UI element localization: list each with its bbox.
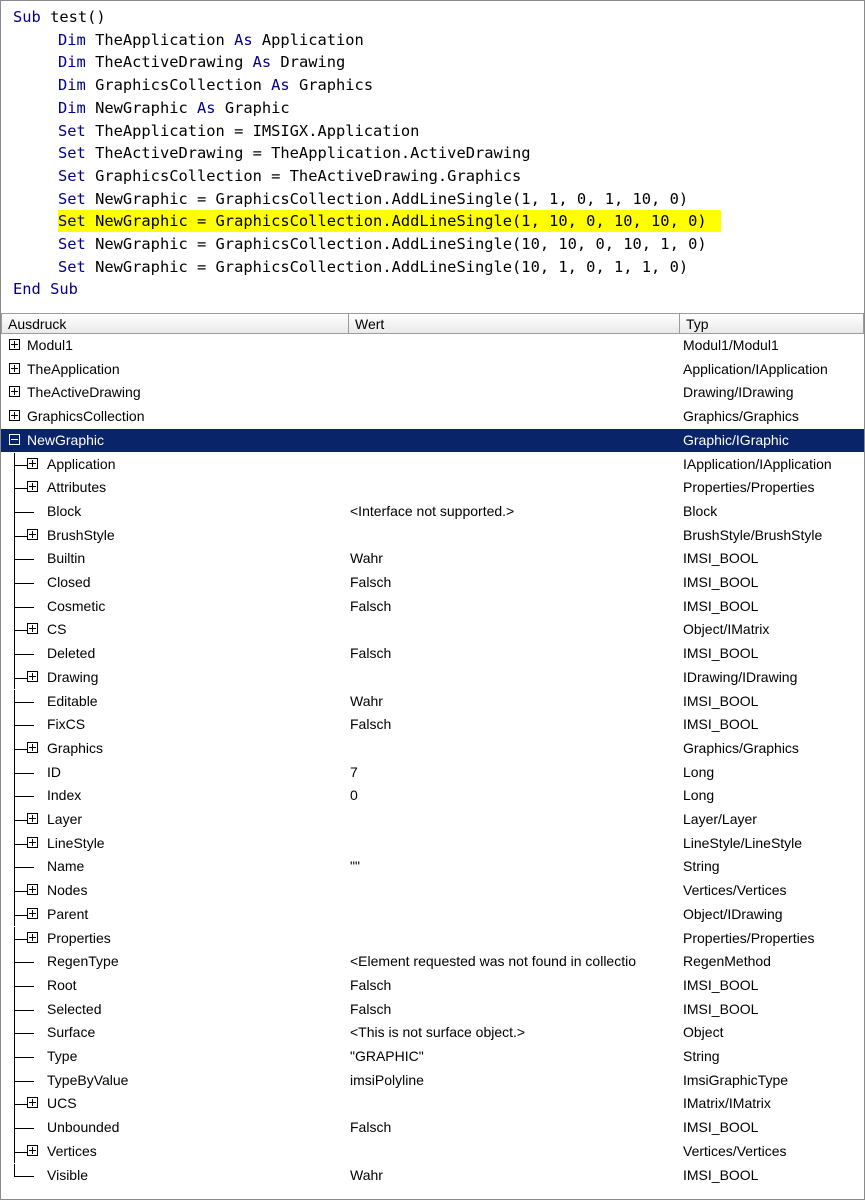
watch-type: Properties/Properties	[683, 479, 815, 496]
watch-expression-label: Root	[47, 976, 77, 993]
watch-type: Vertices/Vertices	[683, 1142, 787, 1159]
watch-expression	[1, 476, 346, 500]
watch-expression-label: BrushStyle	[47, 526, 115, 543]
watch-value	[350, 832, 680, 856]
column-header-type[interactable]: Typ	[680, 313, 864, 334]
watch-type: Block	[683, 502, 718, 519]
watch-type: IMSI_BOOL	[683, 645, 759, 662]
watch-expression	[1, 381, 346, 405]
watch-expression	[1, 784, 346, 808]
watch-value: Falsch	[350, 645, 392, 662]
watch-value: Falsch	[350, 1119, 392, 1136]
watch-type: LineStyle/LineStyle	[683, 834, 803, 851]
code-line[interactable]	[58, 120, 419, 142]
watch-row-deleted[interactable]	[1, 642, 864, 666]
code-keyword: Dim	[58, 98, 86, 117]
watch-expression	[1, 927, 346, 951]
watch-row-name[interactable]	[1, 855, 864, 879]
tree-line	[20, 891, 27, 892]
expand-icon[interactable]	[9, 363, 20, 374]
watch-expression	[1, 1021, 346, 1045]
watch-expression-label: Name	[47, 858, 85, 875]
watch-type: Drawing/IDrawing	[683, 384, 794, 401]
watch-value	[350, 666, 680, 690]
expand-icon[interactable]	[27, 1097, 38, 1108]
watch-expression-label: Block	[47, 502, 82, 519]
watch-type: Long	[683, 763, 715, 780]
code-line[interactable]	[58, 74, 373, 96]
watch-window	[1, 313, 864, 1199]
watch-type: IMSI_BOOL	[683, 716, 759, 733]
watch-row-application[interactable]	[1, 453, 864, 477]
watch-row-linestyle[interactable]	[1, 832, 864, 856]
code-keyword: Set	[58, 212, 86, 231]
code-text: TheApplication	[85, 30, 235, 49]
collapse-icon[interactable]	[9, 434, 20, 445]
tree-line	[20, 749, 27, 750]
watch-type: BrushStyle/BrushStyle	[683, 526, 823, 543]
code-keyword: As	[234, 30, 253, 49]
watch-value	[350, 405, 680, 429]
watch-expression	[1, 358, 346, 382]
watch-expression-label: Drawing	[47, 668, 99, 685]
watch-expression-label: Surface	[47, 1024, 96, 1041]
watch-value: Falsch	[350, 716, 392, 733]
tree-line	[20, 678, 27, 679]
watch-type: IMSI_BOOL	[683, 550, 759, 567]
code-keyword: As	[271, 76, 290, 95]
watch-row-theactivedrawing[interactable]	[1, 381, 864, 405]
code-line[interactable]	[58, 97, 290, 119]
watch-value	[350, 1140, 680, 1164]
watch-expression	[1, 832, 346, 856]
code-line[interactable]	[13, 278, 78, 300]
watch-expression-label: Attributes	[47, 479, 107, 496]
watch-value	[350, 737, 680, 761]
watch-type: IMSI_BOOL	[683, 574, 759, 590]
watch-expression	[1, 808, 346, 832]
code-keyword: Dim	[58, 30, 86, 49]
expand-icon[interactable]	[27, 458, 38, 469]
watch-expression	[1, 950, 346, 974]
tree-line	[14, 702, 34, 703]
watch-expression-label: Nodes	[47, 882, 88, 899]
code-line[interactable]	[58, 29, 364, 51]
watch-expression-label: RegenType	[47, 953, 119, 970]
tree-line	[14, 559, 34, 560]
code-line[interactable]	[58, 165, 521, 187]
tree-line	[14, 867, 34, 868]
watch-expression-label: Vertices	[47, 1142, 97, 1159]
watch-value	[350, 381, 680, 405]
code-line[interactable]	[58, 51, 345, 73]
code-line-current[interactable]	[58, 210, 721, 232]
tree-line	[14, 1057, 34, 1058]
watch-row-nodes[interactable]	[1, 879, 864, 903]
watch-expression-label: Parent	[47, 905, 89, 922]
watch-type: Graphics/Graphics	[683, 408, 799, 425]
watch-type: IMSI_BOOL	[683, 976, 759, 993]
watch-expression	[1, 690, 346, 714]
watch-row-typebyvalue[interactable]	[1, 1069, 864, 1093]
watch-value: <Element requested was not found in collectio	[350, 953, 637, 970]
watch-row-visible[interactable]	[1, 1164, 864, 1188]
watch-row-attributes[interactable]	[1, 476, 864, 500]
watch-value: imsiPolyline	[350, 1071, 424, 1088]
watch-expression	[1, 642, 346, 666]
code-text: NewGraphic = GraphicsCollection.AddLineSingle(10, 10, 0, 10, 1, 0)	[85, 235, 707, 253]
watch-expression-label: Modul1	[27, 337, 73, 353]
tree-line	[20, 488, 27, 489]
expand-icon[interactable]	[27, 837, 38, 848]
expand-icon[interactable]	[27, 481, 38, 492]
watch-expression-label: Deleted	[47, 645, 96, 662]
watch-row-selected[interactable]	[1, 998, 864, 1022]
watch-row-id[interactable]	[1, 761, 864, 785]
watch-row-root[interactable]	[1, 974, 864, 998]
watch-row-newgraphic[interactable]	[1, 429, 864, 453]
code-text: NewGraphic = GraphicsCollection.AddLineSingle(10, 1, 0, 1, 1, 0)	[85, 257, 689, 276]
code-keyword: Set	[58, 235, 86, 253]
watch-value	[350, 1092, 680, 1116]
watch-expression-label: CS	[47, 621, 67, 638]
watch-value	[350, 618, 680, 642]
expand-icon[interactable]	[27, 932, 38, 943]
tree-line	[14, 1164, 15, 1176]
expand-icon[interactable]	[27, 529, 38, 540]
code-text: NewGraphic = GraphicsCollection.AddLineSingle(1, 1, 0, 1, 10, 0)	[85, 189, 689, 208]
watch-expression-label: Type	[47, 1048, 78, 1064]
column-header-value[interactable]: Wert	[349, 313, 680, 334]
expand-icon[interactable]	[27, 1145, 38, 1156]
watch-expression	[1, 618, 346, 642]
code-text: Application	[252, 30, 364, 49]
tree-line	[14, 986, 34, 987]
watch-value	[350, 879, 680, 903]
watch-row-properties[interactable]	[1, 927, 864, 951]
watch-expression-label: Unbounded	[47, 1119, 120, 1136]
watch-expression	[1, 737, 346, 761]
watch-expression	[1, 595, 346, 619]
watch-type: Application/IApplication	[683, 360, 828, 377]
watch-expression-label: GraphicsCollection	[27, 408, 145, 425]
watch-value: "GRAPHIC"	[350, 1048, 424, 1064]
watch-header	[1, 313, 864, 334]
tree-line	[14, 583, 34, 584]
code-keyword: Sub	[13, 8, 41, 26]
expand-icon[interactable]	[27, 884, 38, 895]
watch-value	[350, 453, 680, 477]
watch-type: IMSI_BOOL	[683, 1119, 759, 1136]
watch-expression-label: Cosmetic	[47, 597, 106, 614]
watch-expression	[1, 334, 346, 358]
code-keyword: End Sub	[13, 280, 78, 299]
watch-value: Falsch	[350, 976, 392, 993]
watch-value: 7	[350, 763, 358, 780]
watch-expression	[1, 405, 346, 429]
watch-row-ucs[interactable]	[1, 1092, 864, 1116]
tree-line	[20, 939, 27, 940]
watch-type: Graphic/IGraphic	[683, 431, 789, 448]
watch-expression	[1, 1069, 346, 1093]
code-line[interactable]	[58, 256, 688, 278]
watch-expression-label: LineStyle	[47, 834, 105, 851]
watch-expression	[1, 855, 346, 879]
watch-type: Modul1/Modul1	[683, 337, 779, 353]
watch-expression	[1, 1045, 346, 1069]
watch-row-unbounded[interactable]	[1, 1116, 864, 1140]
watch-expression	[1, 666, 346, 690]
code-line[interactable]	[58, 188, 688, 210]
tree-line	[14, 1081, 34, 1082]
watch-row-index[interactable]	[1, 784, 864, 808]
watch-type: IMatrix/IMatrix	[683, 1095, 771, 1112]
watch-value: Wahr	[350, 550, 383, 567]
watch-value: Falsch	[350, 1000, 392, 1017]
watch-type: RegenMethod	[683, 953, 771, 970]
tree-line	[20, 465, 27, 466]
watch-expression-label: Builtin	[47, 550, 86, 567]
watch-row-cosmetic[interactable]	[1, 595, 864, 619]
watch-value	[350, 903, 680, 927]
watch-expression-label: NewGraphic	[27, 431, 105, 448]
expand-icon[interactable]	[27, 813, 38, 824]
watch-value: Wahr	[350, 692, 383, 709]
tree-line	[20, 536, 27, 537]
watch-row-brushstyle[interactable]	[1, 524, 864, 548]
watch-type: IApplication/IApplication	[683, 455, 832, 472]
watch-expression-label: UCS	[47, 1095, 77, 1112]
tree-line	[14, 773, 34, 774]
watch-expression	[1, 1116, 346, 1140]
code-text: GraphicsCollection	[85, 76, 272, 95]
expand-icon[interactable]	[9, 410, 20, 421]
watch-expression-label: TheApplication	[27, 360, 120, 377]
watch-value: Falsch	[350, 574, 392, 590]
watch-expression-label: Properties	[47, 929, 111, 946]
code-text: TheActiveDrawing	[85, 53, 253, 72]
tree-line	[14, 1010, 34, 1011]
code-text: NewGraphic	[85, 98, 198, 117]
watch-type: Object/IDrawing	[683, 905, 783, 922]
watch-expression	[1, 547, 346, 571]
watch-row-graphics[interactable]	[1, 737, 864, 761]
watch-expression	[1, 453, 346, 477]
watch-row-editable[interactable]	[1, 690, 864, 714]
watch-value	[350, 358, 680, 382]
tree-line	[20, 844, 27, 845]
watch-expression-label: TypeByValue	[47, 1071, 129, 1088]
code-keyword: Dim	[58, 76, 86, 95]
watch-expression	[1, 713, 346, 737]
watch-value	[350, 476, 680, 500]
watch-expression	[1, 524, 346, 548]
watch-row-drawing[interactable]	[1, 666, 864, 690]
code-keyword: Set	[58, 144, 86, 163]
watch-expression-label: Layer	[47, 811, 83, 827]
tree-line	[14, 1033, 34, 1034]
tree-line	[20, 1152, 27, 1153]
code-keyword: Set	[58, 189, 86, 208]
code-keyword: Set	[58, 257, 86, 276]
watch-row-graphicscollection[interactable]	[1, 405, 864, 429]
watch-type: Properties/Properties	[683, 929, 815, 946]
tree-line	[20, 820, 27, 821]
watch-expression	[1, 500, 346, 524]
watch-expression	[1, 761, 346, 785]
watch-value: Falsch	[350, 597, 392, 614]
code-line[interactable]	[58, 233, 707, 255]
watch-expression	[1, 571, 346, 595]
expand-icon[interactable]	[27, 671, 38, 682]
expand-icon[interactable]	[27, 742, 38, 753]
watch-value	[350, 524, 680, 548]
code-keyword: As	[197, 98, 216, 117]
watch-type: ImsiGraphicType	[683, 1071, 789, 1088]
watch-expression	[1, 998, 346, 1022]
watch-value	[350, 808, 680, 832]
watch-row-parent[interactable]	[1, 903, 864, 927]
watch-expression	[1, 1164, 346, 1188]
code-text: TheActiveDrawing = TheApplication.ActiveDrawing	[85, 144, 531, 163]
watch-row-theapplication[interactable]	[1, 358, 864, 382]
watch-row-closed[interactable]	[1, 571, 864, 595]
watch-type: IMSI_BOOL	[683, 597, 759, 614]
watch-value: ""	[350, 858, 360, 875]
expand-icon[interactable]	[27, 623, 38, 634]
code-text: NewGraphic = GraphicsCollection.AddLineSingle(1, 10, 0, 10, 10, 0)	[85, 212, 707, 231]
watch-value: <Interface not supported.>	[350, 502, 515, 519]
watch-row-fixcs[interactable]	[1, 713, 864, 737]
watch-value: <This is not surface object.>	[350, 1024, 526, 1041]
code-text: TheApplication = IMSIGX.Application	[85, 121, 420, 140]
watch-expression-label: FixCS	[47, 716, 86, 733]
watch-value: Wahr	[350, 1166, 383, 1183]
watch-type: IDrawing/IDrawing	[683, 668, 798, 685]
watch-type: Layer/Layer	[683, 811, 757, 827]
tree-line	[14, 607, 34, 608]
watch-value	[350, 334, 680, 358]
watch-type: Object/IMatrix	[683, 621, 770, 638]
watch-row-layer[interactable]	[1, 808, 864, 832]
watch-value	[350, 429, 680, 453]
expand-icon[interactable]	[27, 908, 38, 919]
watch-expression	[1, 903, 346, 927]
watch-row-vertices[interactable]	[1, 1140, 864, 1164]
tree-line	[14, 796, 34, 797]
watch-expression-label: Visible	[47, 1166, 88, 1183]
code-line[interactable]	[13, 6, 106, 28]
expand-icon[interactable]	[9, 339, 20, 350]
watch-row-cs[interactable]	[1, 618, 864, 642]
watch-type: Long	[683, 787, 715, 804]
code-text: GraphicsCollection = TheActiveDrawing.Graphics	[85, 166, 522, 185]
watch-expression	[1, 429, 346, 453]
tree-line	[14, 962, 34, 963]
code-text: Drawing	[271, 53, 346, 72]
watch-expression-label: TheActiveDrawing	[27, 384, 141, 401]
watch-expression-label: Application	[47, 455, 116, 472]
code-text: test()	[40, 8, 106, 26]
tree-line	[14, 1176, 34, 1177]
watch-value: 0	[350, 787, 358, 804]
watch-expression-label: Editable	[47, 692, 98, 709]
tree-line	[20, 630, 27, 631]
watch-expression-label: Graphics	[47, 739, 104, 756]
code-line[interactable]	[58, 142, 531, 164]
code-keyword: As	[252, 53, 272, 72]
watch-row-modul1[interactable]	[1, 334, 864, 358]
watch-row-regentype[interactable]	[1, 950, 864, 974]
watch-expression-label: Closed	[47, 574, 91, 590]
code-text: Graphic	[215, 98, 290, 117]
tree-line	[14, 512, 34, 513]
watch-value	[350, 927, 680, 951]
tree-line	[14, 725, 34, 726]
watch-type: Object	[683, 1024, 724, 1041]
watch-row-surface[interactable]	[1, 1021, 864, 1045]
watch-type: String	[683, 1048, 720, 1064]
watch-row-builtin[interactable]	[1, 547, 864, 571]
code-keyword: Dim	[58, 53, 86, 72]
watch-type: IMSI_BOOL	[683, 1000, 759, 1017]
watch-row-type[interactable]	[1, 1045, 864, 1069]
watch-expression-label: ID	[47, 763, 61, 780]
watch-type: Graphics/Graphics	[683, 739, 799, 756]
watch-expression	[1, 1140, 346, 1164]
tree-line	[20, 915, 27, 916]
expand-icon[interactable]	[9, 386, 20, 397]
code-keyword: Set	[58, 121, 86, 140]
code-editor[interactable]	[1, 1, 864, 309]
watch-expression-label: Selected	[47, 1000, 102, 1017]
watch-expression	[1, 1092, 346, 1116]
watch-type: IMSI_BOOL	[683, 1166, 759, 1183]
code-keyword: Set	[58, 166, 86, 185]
watch-expression	[1, 879, 346, 903]
watch-expression-label: Index	[47, 787, 82, 804]
watch-expression	[1, 974, 346, 998]
column-header-expression[interactable]: Ausdruck	[1, 313, 349, 334]
tree-line	[14, 1128, 34, 1129]
watch-type: String	[683, 858, 720, 875]
code-text: Graphics	[289, 76, 374, 95]
tree-line	[20, 1104, 27, 1105]
watch-row-block[interactable]	[1, 500, 864, 524]
tree-line	[14, 654, 34, 655]
watch-type: IMSI_BOOL	[683, 692, 759, 709]
watch-type: Vertices/Vertices	[683, 882, 787, 899]
